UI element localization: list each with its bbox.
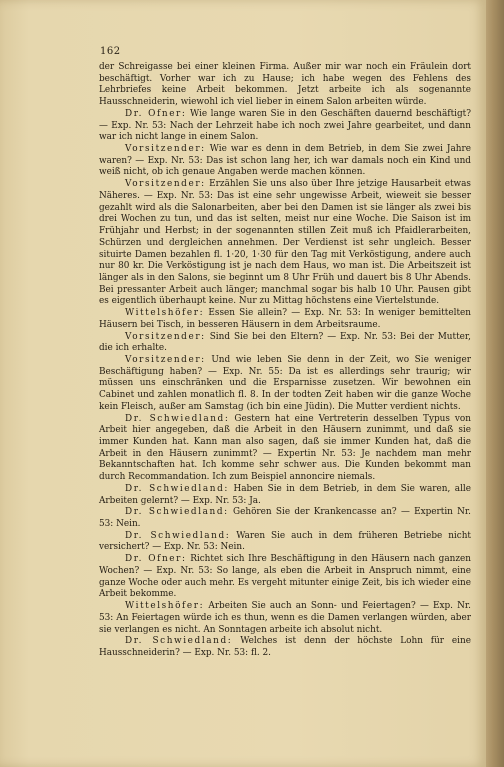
paragraph-9 — [99, 507, 471, 530]
book-gutter-edge — [486, 0, 504, 767]
paragraph-0-text: der Schreigasse bei einer kleinen Firma. Außer mir war noch ein Fräulein dort beschäftigt. Vorher war ich zu Hause; ich habe wegen des Fehlens des Lehrbriefes keine Arbeit bekommen. Jetzt arbeite ich als sogenannte Hausschneiderin, wiewohl ich viel lieber in einem Salon arbeiten würde. — [99, 62, 471, 108]
paragraph-7 — [99, 414, 471, 484]
paragraph-10 — [99, 531, 471, 554]
paragraph-12 — [99, 601, 471, 636]
paragraph-5-text: Sind Sie bei den Eltern? — Exp. Nr. 53: Bei der Mutter, die ich erhalte. — [99, 331, 471, 354]
paragraph-10-text: Waren Sie auch in dem früheren Betriebe nicht versichert? — Exp. Nr. 53: Nein. — [99, 530, 472, 553]
paragraph-4-text: Essen Sie allein? — Exp. Nr. 53: In weniger bemittelten Häusern bei Tisch, in besseren Häusern in dem Arbeitsraume. — [99, 308, 471, 330]
paragraph-5 — [99, 332, 471, 355]
page-number: 162 — [100, 46, 121, 57]
speaker-name: Dr. Schwiedland: — [125, 483, 229, 494]
paragraph-13-text: Welches ist denn der höchste Lohn für eine Hausschneiderin? — Exp. Nr. 53: fl. 2. — [99, 636, 471, 658]
speaker-name: Vorsitzender: — [125, 354, 206, 365]
paragraph-3 — [99, 179, 471, 308]
paragraph-11-text: Richtet sich Ihre Beschäftigung in den Häusern nach ganzen Wochen? — Exp. Nr. 53: So lange, als eben die Arbeit in Anspruch nimmt, eine ganze Woche oder auch mehr. Es vergeht mitunter einige Zeit, bis ich wieder eine Arbeit bekomme. — [99, 554, 471, 600]
speaker-name: Vorsitzender: — [125, 331, 206, 342]
paragraph-2-text: Wie war es denn in dem Betrieb, in dem Sie zwei Jahre waren? — Exp. Nr. 53: Das ist schon lang her, ich war damals noch ein Kind und weiß nicht, ob ich genaue Angaben werde machen können. — [99, 144, 471, 178]
paragraph-2 — [99, 144, 471, 179]
paragraph-0 — [99, 62, 471, 109]
speaker-name: Dr. Ofner: — [125, 554, 187, 565]
paragraph-9-text: Gehören Sie der Krankencasse an? — Expertin Nr. 53: Nein. — [99, 507, 472, 530]
paragraph-4 — [99, 308, 471, 331]
speaker-name: Vorsitzender: — [125, 179, 206, 190]
paragraph-8-text: Haben Sie in dem Betrieb, in dem Sie waren, alle Arbeiten gelernt? — Exp. Nr. 53: Ja. — [99, 483, 471, 506]
paragraph-3-text: Erzählen Sie uns also über Ihre jetzige Hausarbeit etwas Näheres. — Exp. Nr. 53: Das ist eine sehr ungewisse Arbeit, wieweit sie besser gezahlt wird als die Salonarbeiten, aber bei den Damen ist sie länger als zwei bis drei Wochen zu tun, und das ist selten, meist nur eine Woche. Die Saison ist im Frühjahr und Herbst; in der sogenannten stillen Zeit muß ich Pfaidlerarbeiten, Schürzen und dergleichen annehmen. Der Verdienst ist sehr ungleich. Besser situirte Damen bezahlen fl. 1·20, 1·30 für den Tag mit Verköstigung, andere auch nur 80 kr. Die Verköstigung ist je nach dem Haus, wo man ist. Die Arbeitszeit ist länger als in den Salons, sie beginnt um 8 Uhr Früh und dauert bis 8 Uhr Abends. Bei pressanter Arbeit auch länger; manchmal sogar bis halb 10 Uhr. Pausen gibt es eigentlich überhaupt keine. Nur zu Mittag höchstens eine Viertelstunde. — [99, 179, 471, 307]
paragraph-8 — [99, 484, 471, 507]
speaker-name: Dr. Schwiedland: — [125, 636, 233, 647]
paragraph-6 — [99, 355, 471, 414]
speaker-name: Dr. Ofner: — [125, 108, 187, 119]
speaker-name: Dr. Schwiedland: — [125, 507, 229, 518]
speaker-name: Wittelshöfer: — [125, 308, 205, 319]
paragraph-7-text: Gestern hat eine Vertreterin desselben Typus von Arbeit hier angegeben, daß die Arbeit in den Häusern zunimmt, und daß sie immer Kunden hat. Kann man also sagen, daß sie immer Kunden hat, daß die Arbeit in den Häusern zunimmt? — Expertin Nr. 53: Je nachdem man mehr Bekanntschaften hat. Ich komme sehr schwer aus. Die Kunden bekommt man durch Recommandation. Ich zum Beispiel annoncire niemals. — [99, 413, 471, 483]
speaker-name: Vorsitzender: — [125, 144, 206, 155]
paragraph-1 — [99, 109, 471, 144]
speaker-name: Dr. Schwiedland: — [125, 413, 230, 424]
page-body-text — [99, 62, 471, 660]
paragraph-12-text: Arbeiten Sie auch an Sonn- und Feiertagen? — Exp. Nr. 53: An Feiertagen würde ich es thun, wenn es die Damen verlangen würden, aber sie verlangen es nicht. An Sonntagen arbeite ich absolut nicht. — [99, 601, 472, 635]
paragraph-1-text: Wie lange waren Sie in den Geschäften dauernd beschäftigt? — Exp. Nr. 53: Nach der Lehrzeit habe ich noch zwei Jahre gearbeitet, und dann war ich nicht lange in einem Salon. — [99, 108, 471, 143]
paragraph-6-text: Und wie leben Sie denn in der Zeit, wo Sie weniger Beschäftigung haben? — Exp. Nr. 55: Da ist es allerdings sehr traurig; wir müssen uns einschränken und die Ersparnisse zusetzen. Wir bewohnen ein Cabinet und zahlen monatlich fl. 8. In der todten Zeit haben wir die ganze Woche kein Fleisch, außer am Samstag (ich bin eine Jüdin). Die Mutter verdient nichts. — [99, 354, 471, 412]
speaker-name: Dr. Schwiedland: — [125, 530, 231, 541]
speaker-name: Wittelshöfer: — [125, 601, 205, 612]
paragraph-13 — [99, 636, 471, 659]
paragraph-11 — [99, 554, 471, 601]
